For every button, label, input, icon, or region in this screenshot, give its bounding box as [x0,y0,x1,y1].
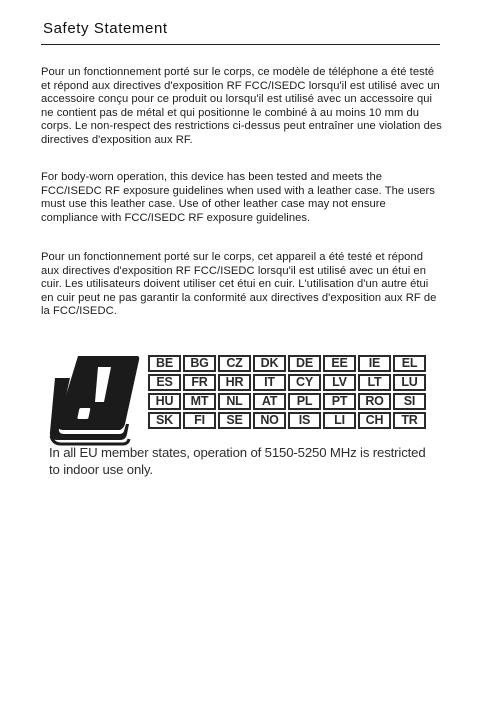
country-code-cell: SE [218,412,251,429]
eu-restriction-label [45,350,435,490]
country-code-cell: IE [358,355,391,372]
country-code-cell: IT [253,374,286,391]
country-code-cell: ES [148,374,181,391]
country-code-cell: TR [393,412,426,429]
country-code-cell: CH [358,412,391,429]
country-code-cell: SK [148,412,181,429]
country-code-cell: LT [358,374,391,391]
paragraph-english-body-worn: For body-worn operation, this device has been tested and meets the FCC/ISEDC RF exposure guidelines when used with a leather case. The users must use this leather case. Use of other leather case may not ensure compliance with FCC/ISEDC RF exposure guidelines. [41,171,435,224]
eu-indoor-use-note: In all EU member states, operation of 5150-5250 MHz is restricted to indoor use only. [49,445,426,477]
country-code-cell: NO [253,412,286,429]
country-code-cell: RO [358,393,391,410]
paragraph-french-body-worn-accessory: Pour un fonctionnement porté sur le corps, ce modèle de téléphone a été testé et répond aux directives d'exposition RF FCC/ISEDC lorsqu'il est utilisé avec un accessoire conçu pour ce produit ou lorsqu'il est utilisé avec un accessoire qui ne contient pas de métal et qui positionne le combiné à au moins 10 mm du corps. Le non-respect des restrictions ci-dessus peut entraîner une violation des directives d'exposition aux RF. [41,66,442,146]
country-code-cell: CZ [218,355,251,372]
country-code-cell: DK [253,355,286,372]
title-divider [41,44,440,45]
country-code-cell: HU [148,393,181,410]
country-code-cell: DE [288,355,321,372]
country-code-cell: EL [393,355,426,372]
country-code-cell: BG [183,355,216,372]
country-code-cell: PL [288,393,321,410]
country-code-cell: NL [218,393,251,410]
country-code-cell: LU [393,374,426,391]
country-code-cell: BE [148,355,181,372]
country-code-cell: IS [288,412,321,429]
country-code-grid [148,355,426,429]
country-code-cell: LI [323,412,356,429]
country-code-cell: CY [288,374,321,391]
country-code-cell: MT [183,393,216,410]
country-code-cell: FR [183,374,216,391]
page-title: Safety Statement [43,20,168,37]
country-code-cell: EE [323,355,356,372]
country-code-cell: SI [393,393,426,410]
country-code-cell: AT [253,393,286,410]
country-code-cell: PT [323,393,356,410]
country-code-cell: LV [323,374,356,391]
country-code-cell: FI [183,412,216,429]
warning-manual-icon [45,354,141,446]
country-code-cell: HR [218,374,251,391]
paragraph-french-leather-case: Pour un fonctionnement porté sur le corps, cet appareil a été testé et répond aux directives d'exposition RF FCC/ISEDC lorsqu'il est utilisé avec un étui en cuir. Les utilisateurs doivent utiliser cet étui en cuir. L'utilisation d'un autre étui en cuir peut ne pas garantir la conformité aux directives d'exposition aux RF de la FCC/ISEDC. [41,251,437,318]
